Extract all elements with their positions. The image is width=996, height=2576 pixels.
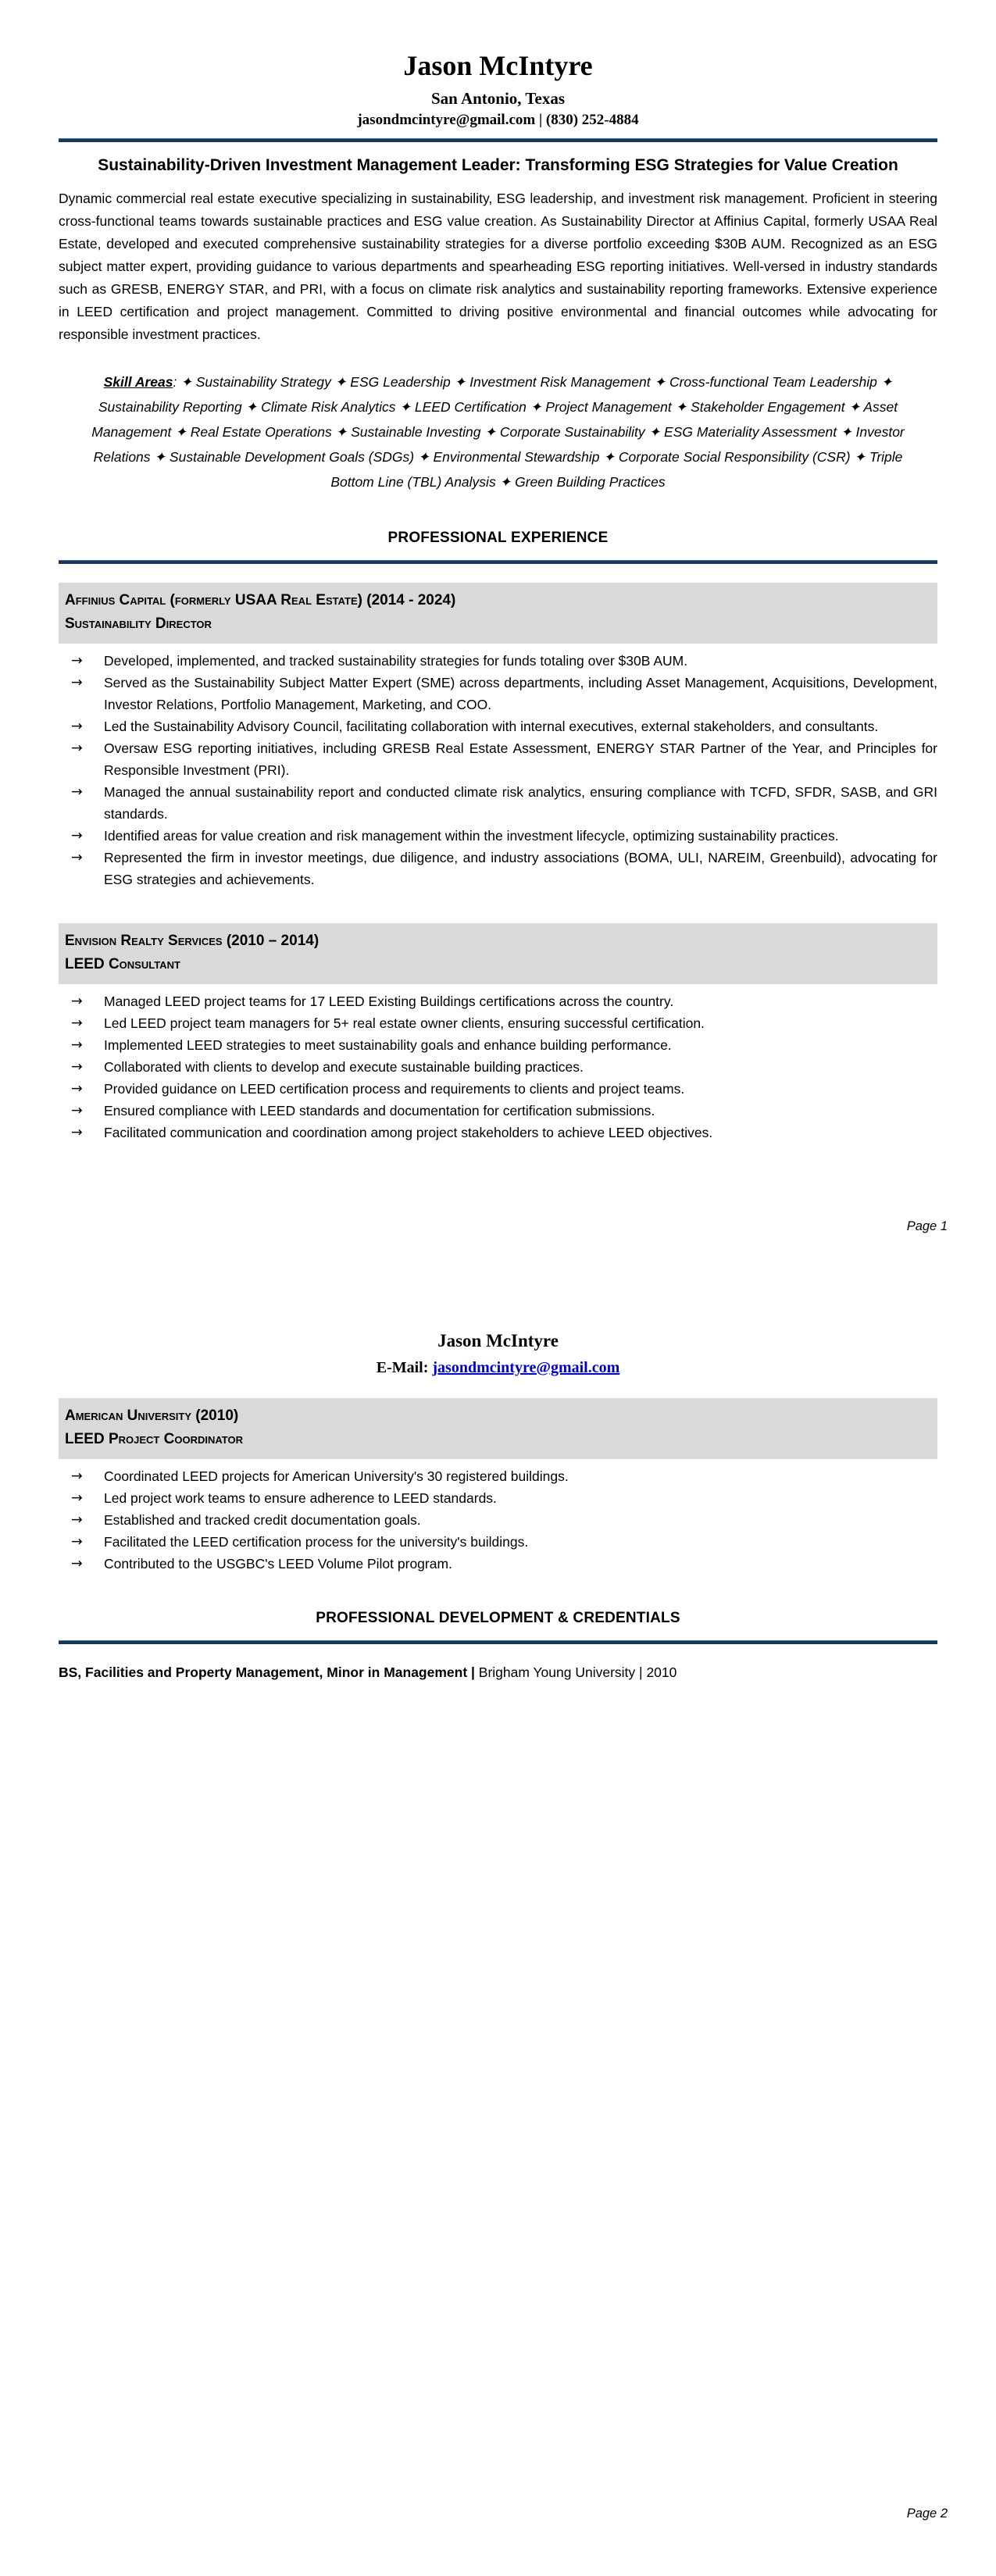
job-title: Sustainability Director: [65, 615, 212, 632]
education-line: [59, 1661, 937, 1683]
arrow-bullet-icon: →: [71, 1468, 83, 1484]
bullet-item: [59, 847, 937, 890]
bullet-text: Served as the Sustainability Subject Matter Expert (SME) across departments, including Asset Management, Acquisitions, Development, Investor Relations, Portfolio Management, Marketing, and COO.: [104, 675, 937, 712]
bullet-item: [59, 650, 937, 672]
bullet-item: [59, 715, 937, 737]
bullet-text: Coordinated LEED projects for American University's 30 registered buildings.: [104, 1468, 569, 1484]
arrow-bullet-icon: →: [71, 740, 83, 756]
credentials-divider-rule: [59, 1640, 937, 1644]
bullet-text: Contributed to the USGBC's LEED Volume Pilot program.: [104, 1556, 452, 1572]
job-company: Envision Realty Services (2010 – 2014): [65, 933, 320, 949]
summary-paragraph: Dynamic commercial real estate executive specializing in sustainability, ESG leadership, and investment risk management. Proficient in steering cross-functional teams towards sustainable practices and ESG value creation. As Sustainability Director at Affinius Capital, formerly USAA Real Estate, developed and executed comprehensive sustainability strategies for a diverse portfolio exceeding $30B AUM. Recognized as an ESG subject matter expert, providing guidance to various departments and spearheading ESG reporting initiatives. Well-versed in industry standards such as GRESB, ENERGY STAR, and PRI, with a focus on climate risk analytics and sustainability reporting frameworks. Extensive experience in LEED certification and project management. Committed to driving positive environmental and financial outcomes while advocating for responsible investment practices.: [59, 191, 937, 342]
arrow-bullet-icon: →: [71, 719, 83, 734]
arrow-bullet-icon: →: [71, 1015, 83, 1031]
job-bullet-list: [59, 1465, 937, 1575]
candidate-location: San Antonio, Texas: [431, 89, 565, 108]
bullet-item: [59, 737, 937, 781]
job-bullet-list: [59, 990, 937, 1144]
bullet-item: [59, 672, 937, 715]
bullet-text: Led project work teams to ensure adherence to LEED standards.: [104, 1490, 497, 1506]
arrow-bullet-icon: →: [71, 653, 83, 669]
bullet-text: Developed, implemented, and tracked sustainability strategies for funds totaling over $30B AUM.: [104, 653, 688, 669]
job-header-band: [59, 1398, 937, 1459]
bullet-item: [59, 1056, 937, 1078]
email-link[interactable]: jasondmcintyre@gmail.com: [432, 1359, 620, 1376]
candidate-name-page2: Jason McIntyre: [437, 1331, 559, 1350]
job-company: Affinius Capital (formerly USAA Real Estate) (2014 - 2024): [65, 592, 456, 608]
bullet-text: Represented the firm in investor meetings, due diligence, and industry associations (BOMA, ULI, NAREIM, Greenbuild), advocating for ESG strategies and achievements.: [104, 850, 937, 887]
experience-list-page1: [59, 583, 937, 1144]
bullet-item: [59, 990, 937, 1012]
bullet-text: Managed the annual sustainability report and conducted climate risk analytics, ensuring compliance with TCFD, SFDR, SASB, and GRI standards.: [104, 784, 937, 822]
bullet-item: [59, 1487, 937, 1509]
page-number-label: Page 2: [906, 2506, 948, 2521]
candidate-name: Jason McIntyre: [403, 50, 593, 81]
bullet-text: Ensured compliance with LEED standards and documentation for certification submissions.: [104, 1103, 655, 1119]
arrow-bullet-icon: →: [71, 1037, 83, 1053]
skill-areas-block: [77, 369, 920, 494]
resume-headline: Sustainability-Driven Investment Management Leader: Transforming ESG Strategies for Value Creation: [98, 156, 898, 174]
skill-areas-list: ✦ Sustainability Strategy ✦ ESG Leadership ✦ Investment Risk Management ✦ Cross-functional Team Leadership ✦ Sustainability Reporting ✦ Climate Risk Analytics ✦ LEED Certification ✦ Project Management ✦ Stakeholder Engagement ✦ Asset Management ✦ Real Estate Operations ✦ Sustainable Investing ✦ Corporate Sustainability ✦ ESG Materiality Assessment ✦ Investor Relations ✦ Sustainable Development Goals (SDGs) ✦ Environmental Stewardship ✦ Corporate Social Responsibility (CSR) ✦ Triple Bottom Line (TBL) Analysis ✦ Green Building Practices: [91, 374, 905, 490]
job-header-band: [59, 923, 937, 984]
job-company: American University (2010): [65, 1408, 239, 1424]
arrow-bullet-icon: →: [71, 1103, 83, 1119]
arrow-bullet-icon: →: [71, 1534, 83, 1550]
arrow-bullet-icon: →: [71, 1490, 83, 1506]
header-divider-rule: [59, 138, 937, 142]
skill-areas-label: Skill Areas: [103, 374, 173, 390]
bullet-text: Implemented LEED strategies to meet sustainability goals and enhance building performance.: [104, 1037, 672, 1053]
job-entry: [59, 583, 937, 890]
bullet-text: Oversaw ESG reporting initiatives, including GRESB Real Estate Assessment, ENERGY STAR Partner of the Year, and Principles for Responsible Investment (PRI).: [104, 740, 937, 778]
bullet-item: [59, 1078, 937, 1100]
arrow-bullet-icon: →: [71, 784, 83, 800]
resume-page-2: [0, 1289, 996, 2576]
job-entry: [59, 1398, 937, 1575]
arrow-bullet-icon: →: [71, 675, 83, 690]
bullet-item: [59, 1531, 937, 1553]
arrow-bullet-icon: →: [71, 1081, 83, 1097]
bullet-text: Led the Sustainability Advisory Council, facilitating collaboration with internal executives, external stakeholders, and consultants.: [104, 719, 879, 734]
bullet-item: [59, 1553, 937, 1575]
job-header-band: [59, 583, 937, 644]
arrow-bullet-icon: →: [71, 1059, 83, 1075]
bullet-text: Provided guidance on LEED certification process and requirements to clients and project teams.: [104, 1081, 685, 1097]
bullet-text: Facilitated the LEED certification process for the university's buildings.: [104, 1534, 529, 1550]
bullet-item: [59, 781, 937, 825]
bullet-item: [59, 1034, 937, 1056]
education-degree: BS, Facilities and Property Management, Minor in Management |: [59, 1664, 475, 1680]
job-title: LEED Consultant: [65, 956, 180, 972]
section-heading-credentials: PROFESSIONAL DEVELOPMENT & CREDENTIALS: [316, 1610, 680, 1626]
section-heading-professional-experience: PROFESSIONAL EXPERIENCE: [387, 530, 609, 546]
arrow-bullet-icon: →: [71, 1512, 83, 1528]
email-label: E-Mail:: [376, 1359, 433, 1376]
candidate-contact: jasondmcintyre@gmail.com | (830) 252-4884: [357, 112, 639, 128]
arrow-bullet-icon: →: [71, 1125, 83, 1140]
page-number-label: Page 1: [906, 1219, 948, 1233]
education-school-year: Brigham Young University | 2010: [474, 1664, 677, 1680]
bullet-item: [59, 1465, 937, 1487]
bullet-item: [59, 825, 937, 847]
job-entry: [59, 923, 937, 1144]
bullet-text: Managed LEED project teams for 17 LEED Existing Buildings certifications across the country.: [104, 994, 674, 1009]
bullet-text: Led LEED project team managers for 5+ real estate owner clients, ensuring successful certification.: [104, 1015, 705, 1031]
bullet-text: Facilitated communication and coordination among project stakeholders to achieve LEED objectives.: [104, 1125, 713, 1140]
section-divider-rule: [59, 560, 937, 564]
bullet-item: [59, 1122, 937, 1144]
email-line: [59, 1356, 937, 1379]
bullet-item: [59, 1509, 937, 1531]
arrow-bullet-icon: →: [71, 850, 83, 865]
bullet-item: [59, 1012, 937, 1034]
arrow-bullet-icon: →: [71, 1556, 83, 1572]
skill-areas-colon: :: [173, 374, 181, 390]
arrow-bullet-icon: →: [71, 994, 83, 1009]
bullet-text: Established and tracked credit documentation goals.: [104, 1512, 421, 1528]
job-title: LEED Project Coordinator: [65, 1431, 243, 1447]
experience-list-page2: [59, 1398, 937, 1575]
bullet-item: [59, 1100, 937, 1122]
job-bullet-list: [59, 650, 937, 890]
bullet-text: Identified areas for value creation and risk management within the investment lifecycle, optimizing sustainability practices.: [104, 828, 839, 844]
arrow-bullet-icon: →: [71, 828, 83, 844]
bullet-text: Collaborated with clients to develop and execute sustainable building practices.: [104, 1059, 584, 1075]
